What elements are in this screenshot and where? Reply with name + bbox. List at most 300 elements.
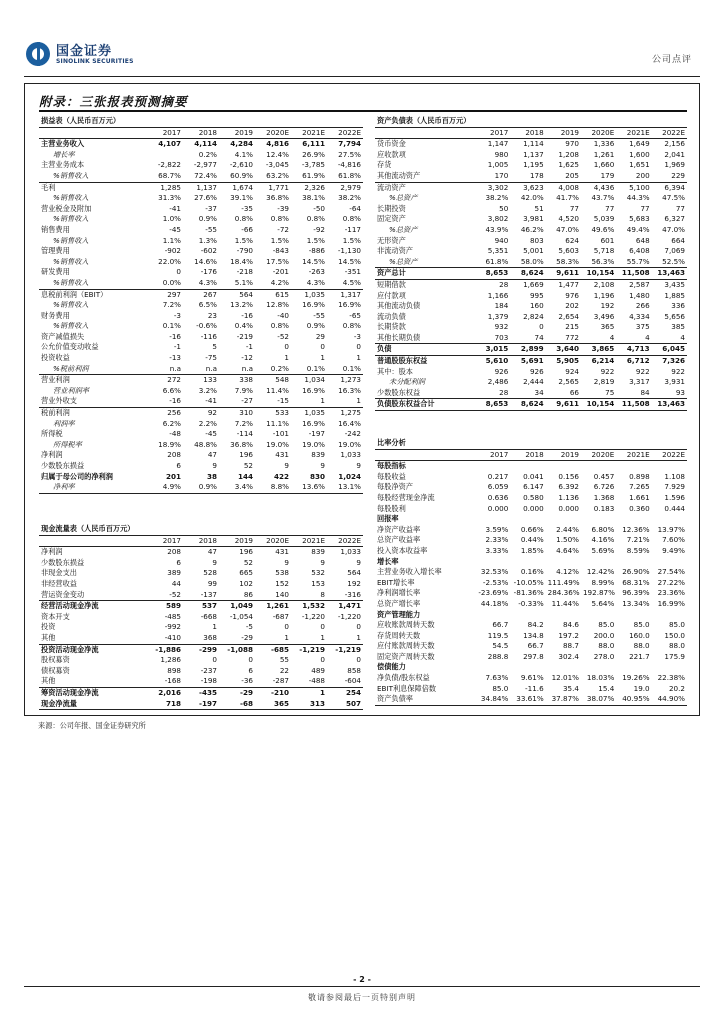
row-value: 922 — [635, 366, 650, 376]
table-row — [39, 182, 363, 193]
row-value: 9 — [320, 461, 325, 470]
row-value: 1,114 — [523, 139, 544, 149]
table-row — [375, 525, 687, 536]
row-value: 88.0 — [668, 641, 685, 651]
row-value: 2,016 — [158, 687, 181, 697]
row-value: 77 — [569, 203, 579, 213]
row-value: -12 — [241, 353, 253, 363]
row-label: 净利率 — [39, 482, 147, 493]
row-value: 5,610 — [485, 356, 509, 366]
row-value: 1,137 — [523, 149, 544, 159]
row-value: 7.63% — [485, 673, 509, 683]
row-value: -2,610 — [229, 160, 253, 170]
row-value: 8,624 — [510, 268, 545, 280]
row-value: 229 — [652, 171, 687, 182]
section-heading: 偿债能力 — [377, 662, 406, 672]
row-value: 1.368 — [593, 492, 615, 502]
row-value: 179 — [581, 171, 616, 182]
row-value: 27.6% — [194, 193, 217, 203]
row-value: 221.7 — [629, 651, 650, 661]
section-heading-row — [375, 557, 687, 568]
row-value: 926 — [494, 366, 509, 376]
row-value: 192.87% — [582, 588, 615, 598]
table-row — [39, 375, 363, 386]
table-row — [39, 150, 363, 161]
row-value: 1,034 — [304, 375, 325, 385]
row-value: 1 — [284, 353, 289, 363]
table-row — [39, 558, 363, 569]
row-value: 288.8 — [487, 651, 509, 661]
row-value: 19.0% — [302, 439, 325, 449]
row-value: 3.4% — [219, 482, 255, 493]
year-header-cell: 2020E — [581, 449, 616, 461]
year-header-cell: 2022E — [327, 127, 363, 139]
row-label: 利润率 — [53, 418, 75, 428]
row-value: 9 — [284, 557, 289, 567]
row-label: 增长率 — [53, 149, 75, 159]
row-label: 每股净资产 — [377, 482, 413, 492]
appendix-title: 附录：三张报表预测摘要 — [39, 94, 188, 109]
row-label: 其他 — [39, 676, 147, 687]
row-value: 152 — [275, 578, 289, 588]
row-value: 6,408 — [629, 246, 650, 256]
row-value: 0 — [320, 342, 325, 352]
row-value: 548 — [275, 375, 289, 385]
row-value: 197.2 — [558, 630, 579, 640]
row-label: 资产总计 — [375, 268, 475, 280]
row-value: 49.4% — [626, 224, 650, 234]
row-value: 922 — [671, 366, 685, 376]
row-value: -37 — [205, 203, 217, 213]
row-label: EBIT增长率 — [377, 577, 415, 587]
row-value: 68.7% — [147, 171, 183, 182]
table-row — [375, 673, 687, 684]
row-value: -117 — [344, 224, 361, 234]
row-value: 215 — [565, 322, 579, 332]
row-value: 88.0 — [633, 641, 650, 651]
row-value: -604 — [327, 676, 363, 687]
row-value: 772 — [546, 333, 581, 344]
row-value: 256 — [167, 408, 181, 418]
table-row — [375, 236, 687, 247]
row-value: -50 — [313, 203, 325, 213]
row-value: 1,166 — [487, 290, 509, 300]
row-value: -1,220 — [337, 611, 361, 621]
row-value: 0.16% — [520, 567, 544, 577]
row-value: 28 — [499, 279, 509, 289]
row-value: 3,015 — [475, 344, 510, 356]
row-label: 非经营收益 — [41, 578, 77, 588]
row-value: -65 — [349, 310, 361, 320]
year-header-cell: 2017 — [475, 449, 510, 461]
row-label: 净负债/股东权益 — [377, 673, 430, 683]
row-label: 营运资金变动 — [39, 590, 147, 601]
row-label: 投资活动现金净流 — [41, 644, 99, 654]
row-value: 2,587 — [629, 279, 650, 289]
row-value: 8.99% — [591, 577, 615, 587]
table-row — [39, 655, 363, 666]
row-label: 资本开支 — [41, 611, 70, 621]
row-value: 36.8% — [230, 439, 253, 449]
row-value: 38.2% — [338, 193, 361, 203]
table-row — [39, 396, 363, 407]
row-value: 9 — [284, 461, 289, 470]
year-header-cell: 2017 — [475, 127, 510, 139]
table-title-row — [39, 116, 363, 127]
row-label: 长期投资 — [377, 203, 406, 213]
year-header-cell: 2020E — [255, 127, 291, 139]
row-value: 44.3% — [626, 193, 650, 203]
row-value: 803 — [529, 235, 544, 245]
table-row — [39, 472, 363, 483]
row-value: 1,273 — [340, 375, 361, 385]
row-value: 0.000 — [558, 503, 579, 513]
row-value: 9.49% — [662, 545, 685, 555]
row-value: 8.8% — [255, 482, 291, 493]
row-label: %税前利润 — [39, 364, 147, 375]
row-value: -15 — [255, 396, 291, 407]
row-value: 932 — [494, 322, 509, 332]
section-heading: 每股指标 — [377, 461, 406, 471]
row-value: 0 — [356, 342, 361, 352]
table-row — [39, 601, 363, 612]
row-value: 54.5 — [492, 641, 509, 651]
row-label: %总资产 — [389, 193, 418, 203]
row-value: 134.8 — [523, 630, 544, 640]
row-value: 99 — [207, 578, 217, 588]
row-value: -55 — [313, 310, 325, 320]
row-value: 4,436 — [593, 182, 615, 192]
table-row — [39, 450, 363, 461]
row-value: 0.4% — [234, 321, 253, 331]
row-value: 1 — [291, 633, 327, 644]
row-value: 310 — [239, 408, 253, 418]
table-row — [375, 399, 687, 411]
row-value: 200 — [616, 171, 651, 182]
row-value: 665 — [239, 568, 253, 578]
row-value: 924 — [565, 366, 579, 376]
row-value: 624 — [565, 235, 579, 245]
row-value: -242 — [344, 429, 361, 439]
row-value: 0.183 — [593, 503, 615, 513]
row-value: -2,822 — [157, 160, 181, 170]
table-row — [375, 246, 687, 257]
row-value: 19.0% — [266, 439, 289, 449]
row-value: 2,041 — [664, 149, 685, 159]
table-row — [39, 590, 363, 601]
table-row — [39, 612, 363, 623]
table-row — [375, 139, 687, 150]
row-value: 4.16% — [591, 535, 615, 545]
row-value: 272 — [167, 375, 181, 385]
row-value: 926 — [529, 366, 544, 376]
row-value: 1,285 — [160, 182, 181, 192]
row-value: 7.2% — [234, 418, 253, 428]
row-value: 1.5% — [342, 235, 361, 245]
table-row — [375, 546, 687, 557]
row-value: 16.3% — [338, 385, 361, 395]
row-value: 8 — [291, 590, 327, 601]
row-value: 1 — [327, 396, 363, 407]
row-value: 313 — [291, 699, 327, 710]
row-label: 税前利润 — [41, 408, 70, 418]
row-value: 192 — [600, 301, 615, 311]
table-row — [39, 386, 363, 397]
row-value: 196 — [239, 450, 253, 460]
row-label: 所得税 — [41, 429, 63, 439]
row-value: 4,816 — [266, 139, 289, 149]
year-header-cell: 2019 — [219, 535, 255, 547]
row-value: 55 — [279, 655, 289, 665]
row-value: 56.3% — [581, 257, 616, 268]
row-label: 长期贷款 — [377, 322, 406, 332]
row-label: 营业外收支 — [39, 396, 147, 407]
table-row — [375, 322, 687, 333]
row-value: -55 — [205, 224, 217, 234]
row-value: 47.0% — [662, 224, 685, 234]
row-value: 976 — [565, 290, 579, 300]
row-value: 0.156 — [558, 471, 579, 481]
row-label: 每股经营现金净流 — [377, 492, 435, 502]
row-value: 1,379 — [487, 311, 509, 321]
row-value: 2,326 — [304, 182, 325, 192]
row-value: 66.7 — [492, 620, 509, 630]
row-label: 归属于母公司的净利润 — [41, 471, 113, 481]
table-row — [375, 204, 687, 215]
row-value: 6.726 — [593, 482, 615, 492]
row-value: 11.44% — [551, 598, 579, 608]
row-value: 1 — [291, 396, 327, 407]
row-value: -92 — [313, 224, 325, 234]
year-header-cell: 2020E — [581, 127, 616, 139]
row-value: -29 — [240, 687, 253, 697]
balance-sheet-table — [375, 116, 687, 411]
source-note: 来源：公司年报、国金证券研究所 — [38, 721, 146, 730]
row-value: 7,069 — [664, 246, 685, 256]
row-value: 1,885 — [664, 290, 685, 300]
row-label: %总资产 — [375, 257, 475, 268]
row-label: 现金净流量 — [39, 699, 147, 710]
row-value: 35.4 — [562, 683, 579, 693]
row-value: 0 — [212, 655, 217, 665]
row-value: -168 — [147, 676, 183, 687]
row-value: -1,219 — [299, 644, 325, 654]
year-header-cell: 2018 — [183, 535, 219, 547]
table-row — [39, 547, 363, 558]
row-value: -316 — [327, 590, 363, 601]
row-value: 7.929 — [664, 482, 685, 492]
appendix-frame — [24, 83, 700, 716]
row-value: -45 — [205, 429, 217, 439]
row-value: 43.9% — [485, 224, 509, 234]
disclaimer-note: 敬请参阅最后一页特别声明 — [308, 993, 416, 1002]
row-label: 总资产收益率 — [377, 535, 421, 545]
row-value: -3,785 — [301, 160, 325, 170]
row-value: 0.9% — [306, 321, 325, 331]
year-header-row — [39, 535, 363, 547]
year-header-cell: 2018 — [510, 449, 545, 461]
section-heading-row — [375, 610, 687, 621]
row-label: 筹资活动现金净流 — [41, 687, 99, 697]
row-value: 49.6% — [591, 224, 615, 234]
section-heading: 回报率 — [377, 514, 399, 524]
row-value: 93 — [652, 388, 687, 399]
row-value: 7.265 — [629, 482, 650, 492]
table-row — [39, 633, 363, 644]
row-label: 流动负债 — [377, 311, 406, 321]
row-value: 29 — [315, 331, 325, 341]
row-value: 3,317 — [629, 377, 650, 387]
row-label: 应收款项 — [377, 149, 406, 159]
section-heading-row — [375, 662, 687, 673]
row-value: 88.0 — [598, 641, 615, 651]
row-value: 1,137 — [196, 182, 217, 192]
row-value: 9 — [320, 557, 325, 567]
row-value: 46.2% — [520, 224, 544, 234]
row-value: 0.2% — [255, 364, 291, 375]
row-value: 648 — [635, 235, 650, 245]
row-value: 532 — [311, 568, 325, 578]
row-value: 12.36% — [622, 524, 650, 534]
row-label: %销售收入 — [53, 300, 89, 310]
row-value: 18.4% — [230, 256, 253, 266]
row-value: 6.5% — [198, 300, 217, 310]
row-value: -66 — [241, 224, 253, 234]
table-row — [39, 160, 363, 171]
row-value: 4.12% — [556, 567, 579, 577]
row-label: 毛利 — [41, 182, 56, 192]
row-value: 368 — [183, 633, 219, 644]
row-label: 非现金支出 — [41, 568, 77, 578]
row-value: 0.8% — [270, 321, 289, 331]
row-value: -3 — [173, 310, 181, 320]
row-value: 564 — [239, 289, 253, 299]
row-value: 839 — [311, 450, 325, 460]
row-value: 0.457 — [593, 471, 615, 481]
row-label: 销售费用 — [41, 224, 70, 234]
row-value: 2,899 — [510, 344, 545, 356]
table-row — [375, 301, 687, 312]
year-header-cell: 2017 — [147, 535, 183, 547]
row-value: 1,480 — [629, 290, 650, 300]
row-value: 7.21% — [626, 535, 650, 545]
table-title-row — [39, 524, 363, 535]
row-value: 267 — [203, 289, 217, 299]
row-value: 144 — [237, 471, 253, 481]
row-value: 1.85% — [520, 545, 544, 555]
row-value: 9 — [356, 461, 361, 470]
table-row — [39, 236, 363, 247]
row-value: 2,979 — [340, 182, 361, 192]
row-value: 5.69% — [591, 545, 615, 555]
table-row — [39, 300, 363, 311]
row-value: -1,886 — [155, 644, 181, 654]
row-value: 718 — [147, 699, 183, 710]
table-row — [375, 641, 687, 652]
row-value: 40.95% — [616, 694, 651, 705]
row-value: 47 — [207, 450, 217, 460]
row-label: 净资产收益率 — [377, 524, 421, 534]
logo-chinese-name: 国金证券 — [56, 44, 113, 59]
row-value: 4.64% — [556, 545, 579, 555]
year-header-blank — [375, 127, 475, 139]
row-value: -687 — [272, 611, 289, 621]
row-value: 19.26% — [622, 673, 650, 683]
row-value: 3,623 — [523, 182, 544, 192]
row-value: 5,683 — [629, 214, 650, 224]
row-value: 1.0% — [162, 214, 181, 224]
year-header-cell: 2019 — [219, 127, 255, 139]
row-value: 4,713 — [616, 344, 651, 356]
row-label: 净利润 — [41, 450, 63, 460]
row-value: 297 — [167, 289, 181, 299]
row-value: 2,444 — [523, 377, 544, 387]
row-value: 1,196 — [593, 290, 615, 300]
row-value: 52 — [243, 557, 253, 567]
row-value: 2,824 — [523, 311, 544, 321]
row-value: 1 — [255, 633, 291, 644]
footer-divider — [24, 986, 700, 987]
row-label: 其中：股本 — [377, 366, 413, 376]
table-row — [375, 268, 687, 280]
row-value: 5,603 — [558, 246, 579, 256]
row-value: 5,718 — [593, 246, 615, 256]
row-value: -197 — [183, 699, 219, 710]
row-value: -27 — [219, 396, 255, 407]
company-logo — [24, 40, 184, 70]
row-label: 其他流动负债 — [377, 301, 421, 311]
table-row — [39, 419, 363, 430]
row-value: 13.34% — [622, 598, 650, 608]
row-value: -0.33% — [518, 598, 544, 608]
row-label: %总资产 — [389, 224, 418, 234]
table-row — [375, 493, 687, 504]
table-title-row — [375, 116, 687, 127]
section-heading-row — [375, 514, 687, 525]
row-value: 1,674 — [232, 182, 253, 192]
row-value: 6,394 — [664, 182, 685, 192]
table-row — [39, 622, 363, 633]
row-value: 278.0 — [593, 651, 615, 661]
row-value: 66.7 — [527, 641, 544, 651]
table-row — [39, 278, 363, 289]
row-value: 0 — [248, 655, 253, 665]
row-value: 11.4% — [266, 385, 289, 395]
row-label: 少数股东损益 — [41, 461, 85, 470]
row-value: 6,327 — [664, 214, 685, 224]
row-value: 12.8% — [266, 300, 289, 310]
row-value: 4,114 — [194, 139, 217, 149]
row-value: -23.69% — [478, 588, 509, 598]
table-row — [39, 267, 363, 278]
row-value: 77 — [675, 203, 685, 213]
row-value: 2,486 — [487, 377, 509, 387]
row-value: 7.9% — [234, 385, 253, 395]
row-label: 其他流动资产 — [375, 171, 475, 182]
row-value: 33.61% — [510, 694, 545, 705]
row-value: 2,156 — [664, 139, 685, 149]
table-row — [39, 353, 363, 364]
row-value: 0.9% — [183, 482, 219, 493]
page-number: - 2 - — [353, 975, 371, 984]
row-value: n.a — [183, 364, 219, 375]
row-value: 41.7% — [556, 193, 579, 203]
row-value: 6,111 — [302, 139, 325, 149]
year-header-cell: 2022E — [652, 449, 687, 461]
row-value: 6.392 — [558, 482, 579, 492]
table-row — [375, 193, 687, 204]
row-label: 存货周转天数 — [377, 630, 421, 640]
